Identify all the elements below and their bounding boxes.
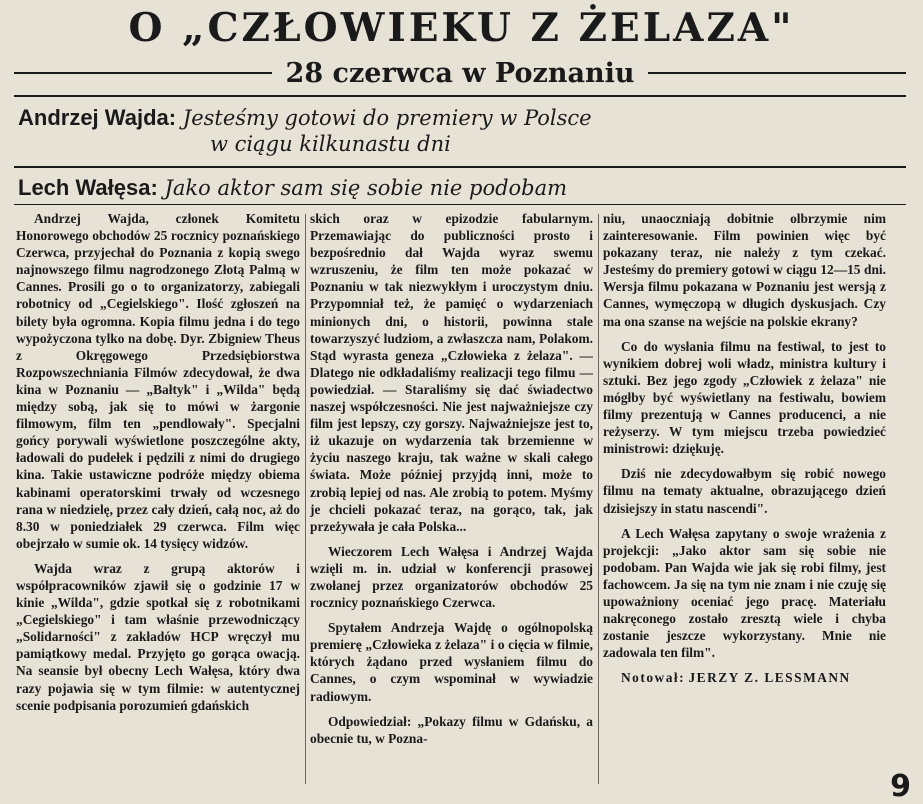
- paragraph: Andrzej Wajda, członek Komitetu Honorowego obchodów 25 rocznicy poznańskiego Czerwca, przyjechał do Poznania z kopią swego najnowszego filmu nagrodzonego Złotą Palmą w Cannes. Prosili go o to organizatorzy, zabiegali robotnicy od „Cegielskiego". Ilość zgłoszeń na bilety była ogromna. Kopia filmu jedna i do tego wypożyczona tylko na dobę. Dyr. Zbigniew Theus z Okręgowego Przedsiębiorstwa Rozpowszechniania Filmów zdecydował, że dwa kina w Poznaniu — „Bałtyk" i „Wilda" będą między sobą, jak się to mówi w żargonie filmowym, film ten „pendlowały". Specjalni gońcy porywali wyświetlone poszczególne akty, ładowali do pudełek i pędzili z nimi do drugiego kina. Takie ustawiczne podróże między obiema kabinami operatorskimi trwały od wczesnego rana w niedzielę, przez cały dzień, całą noc, aż do 8.30 w poniedziałek 29 czerwca. Film więc obejrzało w sumie ok. 14 tysięcy widzów.: [16, 211, 300, 551]
- article-column-2: [310, 210, 593, 795]
- signature-name: JERZY Z. LESSMANN: [688, 670, 851, 686]
- paragraph: Odpowiedział: „Pokazy filmu w Gdańsku, a obecnie tu, w Pozna-: [310, 713, 593, 746]
- deck-wajda-speaker: Andrzej Wajda:: [18, 105, 177, 130]
- article-column-3: [603, 210, 886, 795]
- subtitle-rule-right: [648, 72, 906, 74]
- deck-wajda: [18, 104, 898, 132]
- signature-label: Notował:: [621, 670, 686, 686]
- divider-top: [14, 95, 906, 97]
- paragraph: niu, unaoczniają dobitnie olbrzymie nim zainteresowanie. Film powinien więc być pokazany teraz, nie należy z tym czekać. Jesteśmy do premiery gotowi w ciągu 12—15 dni. Wersja filmu pokazana w Poznaniu jest wersją z Cannes, wymęczopą w długich dyskusjach. Czy ma ona szanse na wejście na polskie ekrany?: [603, 211, 886, 329]
- deck-wajda-line2: w ciągu kilkunastu dni: [210, 132, 451, 156]
- paragraph: Dziś nie zdecydowałbym się robić nowego filmu na tematy aktualne, obrazującego dzień dzisiejszy in statu nascendi".: [603, 466, 886, 516]
- article-column-1: [16, 210, 300, 795]
- paragraph: Wajda wraz z grupą aktorów i współpracowników zjawił się o godzinie 17 w kinie „Wilda", gdzie spotkał się z robotnikami „Cegielskiego" i tam właśnie przewodniczący „Solidarności" z zakładów HCP wręczył mu pamiątkowy medal. Przyjęto go gorąca owacją. Na seansie był obecny Lech Wałęsa, który dwa razy pojawia się w tym filmie: w autentycznej scenie podpisania porozumień gdańskich: [16, 560, 300, 713]
- subtitle-rule-left: [14, 72, 272, 74]
- deck-walesa-speaker: Lech Wałęsa:: [18, 175, 158, 200]
- paragraph: Co do wysłania filmu na festiwal, to jest to wynikiem dobrej woli władz, ministra kultury i sztuki. Bez jego zgody „Człowiek z żelaza" nie mógłby być wyświetlany na festiwalu, bowiem filmy prezentują w Cannes producenci, a nie reżyserzy. W tym miejscu trzeba powiedzieć ministrowi: dziękuję.: [603, 338, 886, 457]
- divider-middle: [14, 166, 906, 168]
- column-separator: [598, 214, 599, 784]
- headline-subtitle: 28 czerwca w Poznaniu: [285, 57, 635, 89]
- page-number: 9: [890, 769, 911, 804]
- headline-subtitle-row: [14, 56, 906, 90]
- divider-bottom: [14, 204, 906, 205]
- paragraph: Wieczorem Lech Wałęsa i Andrzej Wajda wzięli m. in. udział w konferencji prasowej zwołanej przez organizatorów obchodów 25 rocznicy poznańskiego Czerwca.: [310, 543, 593, 611]
- column-separator: [305, 214, 306, 784]
- paragraph: skich oraz w epizodzie fabularnym. Przemawiając do publiczności prosto i bezpośrednio dał Wajda wyraz swemu wzruszeniu, że film ten może pokazać w Poznaniu w tak niezwykłym i uroczystym dniu. Przypomniał też, że pamięć o wydarzeniach minionych dni, o historii, powinna stale towarzyszyć ludziom, a zwłaszcza nam, Polakom. Stąd wyrasta geneza „Człowieka z żelaza". — Dlatego nie odkładaliśmy realizacji tego filmu — powiedział. — Staraliśmy się dać świadectwo naszej współczesności. Nie jest najważniejsze czy film jest lepszy, czy gorszy. Najważniejsze jest to, iż ukazuje on wydarzenia tak brzemienne w życiu naszego kraju, tak ważne w skali całego świata. Może później przyjdą inni, może to zrobią lepiej od nas. Ale zrobią to potem. Myśmy je chcieli pokazać teraz, na gorąco, tak, jak przeżywała je cała Polska...: [310, 211, 593, 534]
- deck-wajda-second-line: [210, 131, 890, 158]
- headline-title: O „CZŁOWIEKU Z ŻELAZA": [128, 5, 795, 51]
- paragraph: A Lech Wałęsa zapytany o swoje wrażenia z projekcji: „Jako aktor sam się sobie nie podobam. Pan Wajda wie jak się robi filmy, jest fachowcem. Ja się na tym nie znam i nie czuję się upoważniony oceniać jego pracę. Materiału nakręconego zostało zresztą wiele i chyba zostanie jeszcze wykorzystany. Mnie nie zadowala ten film".: [603, 525, 886, 661]
- signature: [603, 669, 886, 686]
- deck-walesa: [18, 174, 898, 202]
- deck-walesa-quote: Jako aktor sam się sobie nie podobam: [164, 176, 568, 200]
- paragraph: Spytałem Andrzeja Wajdę o ogólnopolską premierę „Człowieka z żelaza" i o cięcia w filmie, których żądano przed wysłaniem filmu do Cannes, o czym wspominał w wywiadzie radiowym.: [310, 620, 593, 704]
- deck-wajda-line1: Jesteśmy gotowi do premiery w Polsce: [182, 106, 592, 130]
